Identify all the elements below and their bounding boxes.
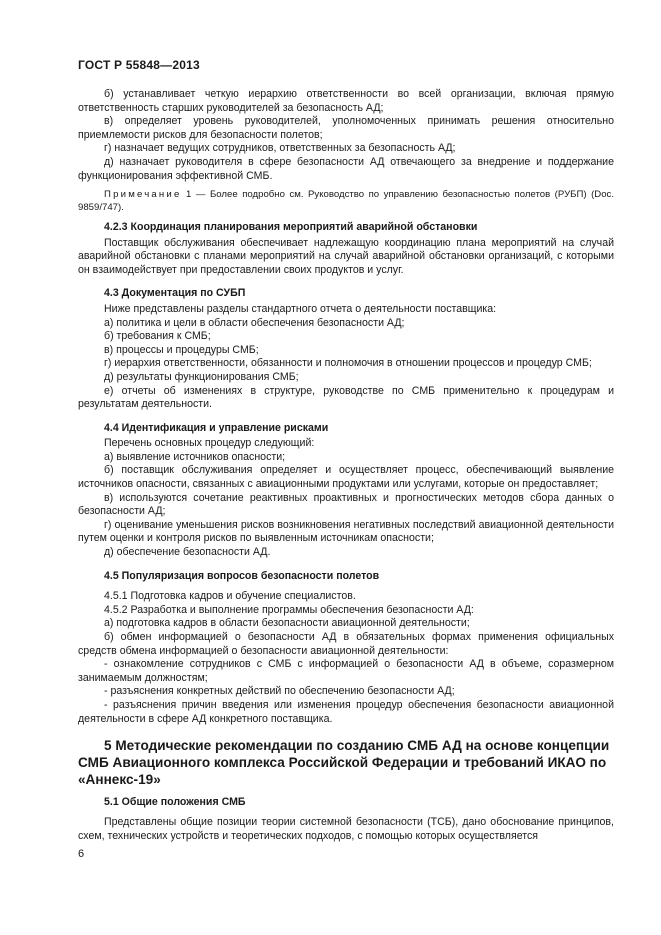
list-item: 4.5.2 Разработка и выполнение программы обеспечения безопасности АД:	[104, 603, 474, 616]
list-item: в) процессы и процедуры СМБ;	[104, 343, 259, 356]
list-item: г) оценивание уменьшения рисков возникновения негативных последствий авиационной деятельности путем оценки и контроля рисков по выявленным источникам опасности;	[78, 518, 614, 545]
list-item: - разъяснения причин введения или изменения процедур обеспечения безопасности авиационной деятельности в сфере АД конкретного поставщика.	[78, 698, 614, 725]
paragraph: Перечень основных процедур следующий:	[104, 437, 315, 450]
list-item: 4.5.1 Подготовка кадров и обучение специалистов.	[104, 590, 356, 603]
paragraph: б) устанавливает четкую иерархию ответственности во всей организации, включая прямую ответственность старших руководителей за безопасность АД;	[78, 88, 614, 114]
list-item: б) требования к СМБ;	[104, 330, 211, 343]
list-item: - разъяснения конкретных действий по обеспечению безопасности АД;	[104, 685, 455, 698]
note	[78, 189, 614, 214]
section-heading-4-5: 4.5 Популяризация вопросов безопасности полетов	[104, 569, 380, 582]
list-item: е) отчеты об изменениях в структуре, руководстве по СМБ применительно к процедурам и результатам деятельности.	[78, 384, 614, 411]
list-item: б) поставщик обслуживания определяет и осуществляет процесс, обеспечивающий выявление источников опасности, связанных с авиационными продуктами или услугами, которые он предоставляет;	[78, 464, 614, 491]
section-heading-4-3: 4.3 Документация по СУБП	[104, 287, 246, 300]
section-heading-4-2-3: 4.2.3 Координация планирования мероприятий аварийной обстановки	[104, 220, 478, 233]
note-text: 1 — Более подробно см. Руководство по управлению безопасностью полетов (РУБП) (Doc. 9859/747).	[78, 189, 614, 213]
list-item: в) используются сочетание реактивных проактивных и прогностических методов сбора данных о безопасности АД;	[78, 491, 614, 518]
paragraph: г) назначает ведущих сотрудников, ответственных за безопасность АД;	[104, 142, 456, 155]
page-number: 6	[78, 848, 85, 860]
section-heading-5-1: 5.1 Общие положения СМБ	[104, 795, 246, 808]
list-item: а) подготовка кадров в области безопасности авиационной деятельности;	[104, 617, 470, 630]
paragraph: Ниже представлены разделы стандартного отчета о деятельности поставщика:	[104, 302, 497, 315]
list-item: д) результаты функционирования СМБ;	[104, 370, 299, 383]
document-body	[78, 88, 614, 843]
paragraph: Поставщик обслуживания обеспечивает надлежащую координацию плана мероприятий на случай аварийной обстановки с планами мероприятий на случай аварийной обстановки организаций, с которыми он взаимодействует при предоставлении своих продуктов и услуг.	[78, 236, 614, 276]
section-heading-4-4: 4.4 Идентификация и управление рисками	[104, 421, 329, 434]
paragraph: д) назначает руководителя в сфере безопасности АД отвечающего за внедрение и поддержание функционирования эффективной СМБ.	[78, 155, 614, 182]
note-label: Примечание	[104, 189, 182, 201]
list-item: а) выявление источников опасности;	[104, 450, 286, 463]
list-item: - ознакомление сотрудников с СМБ с информацией о безопасности АД в объеме, соразмерном занимаемым должностям;	[78, 658, 614, 684]
paragraph: Представлены общие позиции теории системной безопасности (ТСБ), дано обоснование принципов, схем, технических устройств и теоретических подходов, с помощью которых осуществляется	[78, 816, 614, 842]
list-item: б) обмен информацией о безопасности АД в обязательных формах применения официальных средств обмена информацией о безопасности авиационной деятельности:	[78, 631, 614, 657]
paragraph: в) определяет уровень руководителей, уполномоченных принимать решения относительно приемлемости рисков для безопасности полетов;	[78, 115, 614, 141]
chapter-heading-5: 5 Методические рекомендации по созданию СМБ АД на основе концепции СМБ Авиационного комплекса Российской Федерации и требований ИКАО по «Аннекс-19»	[78, 738, 610, 787]
list-item: г) иерархия ответственности, обязанности и полномочия в отношении процессов и процедур СМБ;	[104, 357, 592, 370]
document-header: ГОСТ Р 55848—2013	[78, 58, 200, 72]
list-item: д) обеспечение безопасности АД.	[104, 546, 271, 559]
list-item: а) политика и цели в области обеспечения безопасности АД;	[104, 316, 405, 329]
